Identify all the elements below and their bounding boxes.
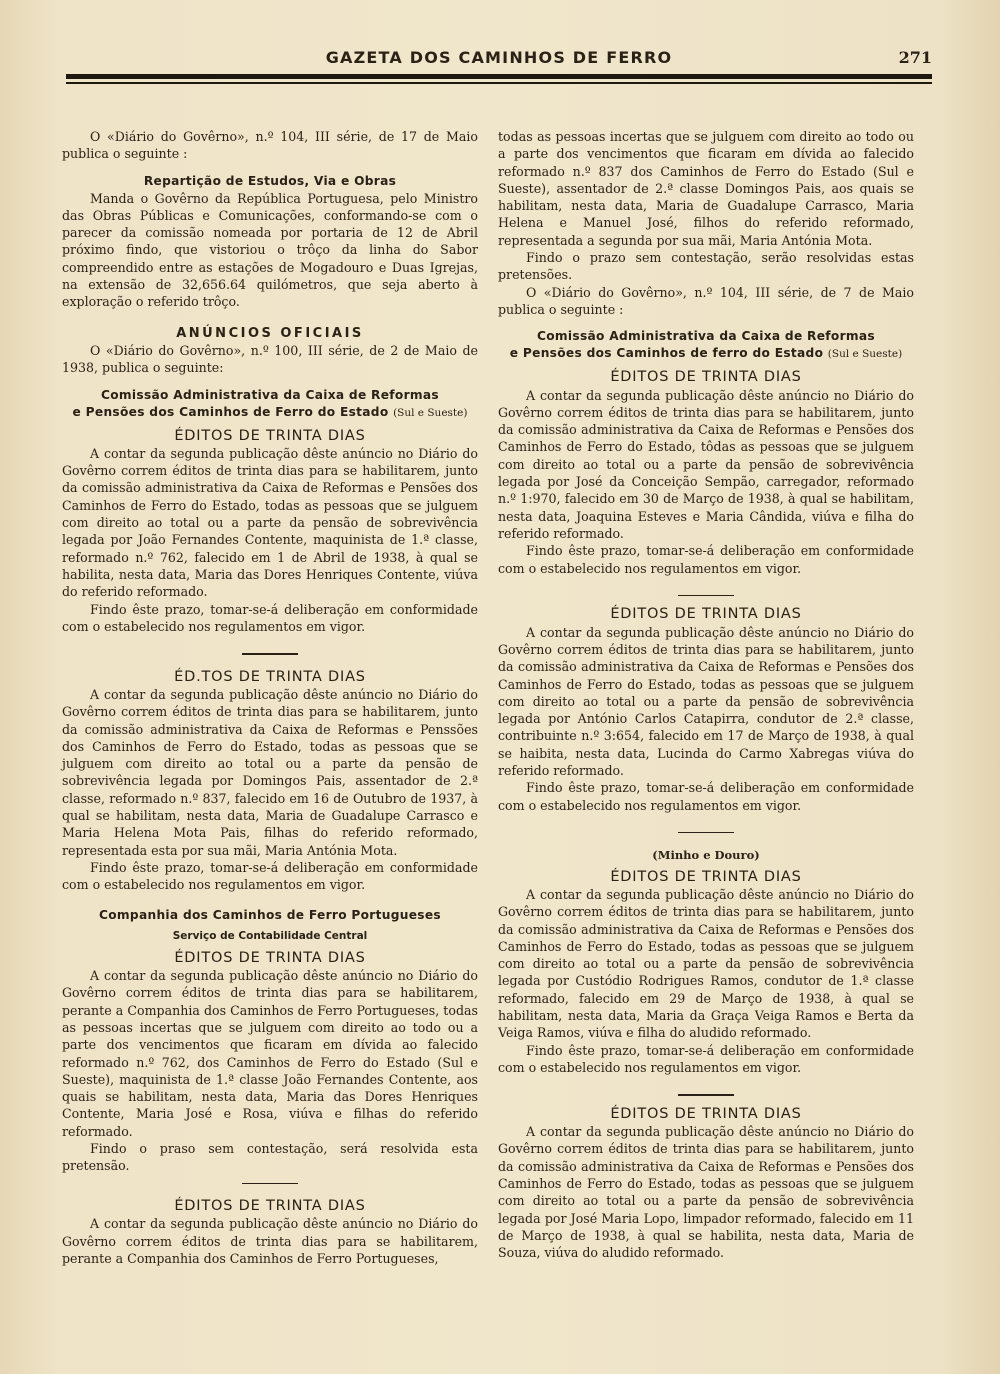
header-rule-thick (66, 74, 932, 79)
section-heading: ANÚNCIOS OFICIAIS (176, 325, 364, 341)
heading-line-text: e Pensões dos Caminhos de Ferro do Estado (72, 404, 389, 419)
section-heading: Companhia dos Caminhos de Ferro Portugueses (99, 908, 441, 923)
paragraph: A contar da segunda publicação dêste anúncio no Diário do Govêrno correm éditos de trinta dias para se habilitarem, perante a Companhia dos Caminhos de Ferro Portugueses, (62, 1216, 478, 1267)
notice-heading (62, 387, 478, 422)
notice-heading (498, 328, 914, 363)
notice-title: ÉDITOS DE TRINTA DIAS (610, 369, 802, 386)
heading-line-text: e Pensões dos Caminhos de ferro do Estado (509, 346, 824, 361)
notice-title: ÉDITOS DE TRINTA DIAS (174, 427, 366, 444)
paragraph: O «Diário do Govêrno», n.º 104, III série, de 7 de Maio publica o seguinte : (498, 284, 914, 317)
heading-line (62, 404, 478, 422)
page-number: 271 (898, 48, 932, 67)
paragraph: Findo êste prazo, tomar-se-á deliberação em conformidade com o estabelecido nos regulamentos em vigor. (498, 780, 914, 813)
paragraph: Findo o praso sem contestação, será resolvida esta pretensão. (62, 1141, 478, 1174)
separator-rule (678, 1094, 734, 1096)
publication-title: GAZETA DOS CAMINHOS DE FERRO (325, 48, 673, 67)
separator-rule (242, 1183, 298, 1185)
paragraph: A contar da segunda publicação dêste anúncio no Diário do Govêrno correm éditos de trinta dias para se habilitarem, junto da comissão administrativa da Caixa de Reformas e Pensões dos Caminhos de Ferro do Estado, todas as pessoas que se julguem com direito ao total ou a parte da pensão de sobrevivência legada por Custódio Rodrigues Ramos, condutor de 1.ª classe reformado, falecido em 29 de Março de 1938, à qual se habilitam, nesta data, Maria da Graça Veiga Ramos e Berta da Veiga Ramos, viúva e filha do aludido reformado. (498, 886, 914, 1041)
paragraph: A contar da segunda publicação dêste anúncio no Diário do Govêrno correm éditos de trinta dias para se habilitarem, junto da comissão administrativa da Caixa de Reformas e Penssões dos Caminhos de Ferro do Estado, todas as pessoas que se julguem com direito ao total ou a parte da pensão de sobrevivência legada por Domingos Pais, assentador de 2.ª classe, reformado n.º 837, falecido em 16 de Outubro de 1937, à qual se habilitam, nesta data, Maria de Guadalupe Carrasco e Maria Helena Mota Pais, filhas do referido reformado, representada esta por sua mãi, Maria Antónia Mota. (62, 686, 478, 858)
paragraph: A contar da segunda publicação dêste anúncio no Diário do Govêrno correm éditos de trinta dias para se habilitarem, junto da comissão administrativa da Caixa de Reformas e Pensões dos Caminhos de Ferro do Estado, tôdas as pessoas que se julguem com direito ao total ou a parte da pensão de sobrevivência legada por José da Conceição Sempão, carregador, reformado n.º 1:970, falecido em 30 de Março de 1938, à qual se habilitam, nesta data, Joaquina Esteves e Maria Cândida, viúva e filha do referido reformado. (498, 387, 914, 541)
paragraph: O «Diário do Govêrno», n.º 104, III série, de 17 de Maio publica o seguinte : (62, 129, 478, 162)
separator-rule (678, 832, 734, 834)
notice-title: ÉD.TOS DE TRINTA DIAS (174, 668, 366, 685)
paragraph: Findo êste prazo, tomar-se-á deliberação em conformidade com o estabelecido nos regulamentos em vigor. (498, 1042, 914, 1075)
region-label: (Minho e Douro) (652, 848, 760, 863)
paragraph: O «Diário do Govêrno», n.º 100, III série, de 2 de Maio de 1938, publica o seguinte: (62, 342, 478, 376)
notice-title: ÉDITOS DE TRINTA DIAS (174, 1198, 366, 1215)
paragraph: Findo êste prazo, tomar-se-á deliberação em conformidade com o estabelecido nos regulamentos em vigor. (62, 601, 478, 634)
heading-suffix: (Sul e Sueste) (827, 348, 903, 361)
page-header (66, 44, 932, 86)
paragraph: A contar da segunda publicação dêste anúncio no Diário do Govêrno correm éditos de trinta dias para se habilitarem, junto da comissão administrativa da Caixa de Reformas e Pensões dos Caminhos de Ferro do Estado, todas as pessoas que se julguem com direito ao total ou a parte da pensão de sobrevivência legada por José Maria Lopo, limpador reformado, falecido em 11 de Março de 1938, à qual se habilita, nesta data, Maria de Souza, viúva do aludido reformado. (498, 1124, 914, 1261)
section-heading: Repartição de Estudos, Via e Obras (143, 173, 397, 188)
right-column (498, 128, 914, 1261)
paragraph: Findo êste prazo, tomar-se-á deliberação em conformidade com o estabelecido nos regulamentos em vigor. (498, 543, 914, 576)
paragraph-continued: todas as pessoas incertas que se julguem com direito ao todo ou a parte dos vencimentos que ficaram em dívida ao falecido reformado n.º 837 dos Caminhos de Ferro do Estado (Sul e Sueste), assentador de 2.ª classe Domingos Pais, aos quais se habilitam, nesta data, Maria de Guadalupe Carrasco, Maria Helena e Manuel José, filhos do referido reformado, representada a segunda por sua mãi, Maria Antónia Mota. (498, 129, 914, 248)
heading-suffix: (Sul e Sueste) (393, 406, 468, 419)
notice-title: ÉDITOS DE TRINTA DIAS (610, 1105, 802, 1122)
separator-rule (242, 653, 298, 655)
paragraph: Manda o Govêrno da República Portuguesa, pelo Ministro das Obras Públicas e Comunicações, conformando-se com o parecer da comissão nomeada por portaria de 12 de Abril próximo findo, que vistoriou o trôço da linha do Sabor compreendido entre as estações de Mogadouro e Duas Igrejas, na extensão de 32,656.64 quilómetros, que seja aberto à exploração o referido trôço. (62, 190, 478, 310)
separator-rule (678, 595, 734, 597)
paragraph: A contar da segunda publicação dêste anúncio no Diário do Govêrno correm éditos de trinta dias para se habilitarem, perante a Companhia dos Caminhos de Ferro Portugueses, todas as pessoas incertas que se julguem com direito ao todo ou a parte dos vencimentos que ficaram em dívida ao falecido reformado n.º 762, dos Caminhos de Ferro do Estado (Sul e Sueste), maquinista de 1.ª classe João Fernandes Contente, aos quais se habilitam, nesta data, Maria das Dores Henriques Contente, Maria José e Rosa, viúva e filhas do referido reformado. (62, 968, 478, 1139)
notice-title: ÉDITOS DE TRINTA DIAS (610, 868, 802, 885)
notice-title: ÉDITOS DE TRINTA DIAS (610, 606, 802, 623)
paragraph: A contar da segunda publicação dêste anúncio no Diário do Govêrno correm éditos de trinta dias para se habilitarem, junto da comissão administrativa da Caixa de Reformas e Pensões dos Caminhos de Ferro do Estado, todas as pessoas que se julguem com direito ao total ou a parte da pensão de sobrevivência legada por António Carlos Catapirra, condutor de 2.ª classe, contribuinte n.º 3:654, falecido em 17 de Março de 1938, à qual se haibita, nesta data, Lucinda do Carmo Xabregas viúva do referido reformado. (498, 624, 914, 778)
section-subheading: Serviço de Contabilidade Central (172, 930, 368, 943)
notice-title: ÉDITOS DE TRINTA DIAS (174, 949, 366, 966)
heading-line: Comissão Administrativa da Caixa de Reformas (537, 329, 875, 344)
heading-line (498, 345, 914, 363)
paragraph: Findo êste prazo, tomar-se-á deliberação em conformidade com o estabelecido nos regulamentos em vigor. (62, 859, 478, 893)
heading-line: Comissão Administrativa da Caixa de Reformas (101, 387, 439, 402)
left-column (62, 128, 478, 1267)
header-rule-thin (66, 82, 932, 84)
paragraph: Findo o prazo sem contestação, serão resolvidas estas pretensões. (498, 250, 914, 283)
paragraph: A contar da segunda publicação dêste anúncio no Diário do Govêrno correm éditos de trinta dias para se habilitarem, junto da comissão administrativa da Caixa de Reformas e Pensões dos Caminhos de Ferro do Estado, todas as pessoas que se julguem com direito ao total ou a parte da pensão de sobrevivência legada por João Fernandes Contente, maquinista de 1.ª classe, reformado n.º 762, falecido em 1 de Abril de 1938, à qual se habilita, nesta data, Maria das Dores Henriques Contente, viúva do referido reformado. (62, 445, 478, 600)
